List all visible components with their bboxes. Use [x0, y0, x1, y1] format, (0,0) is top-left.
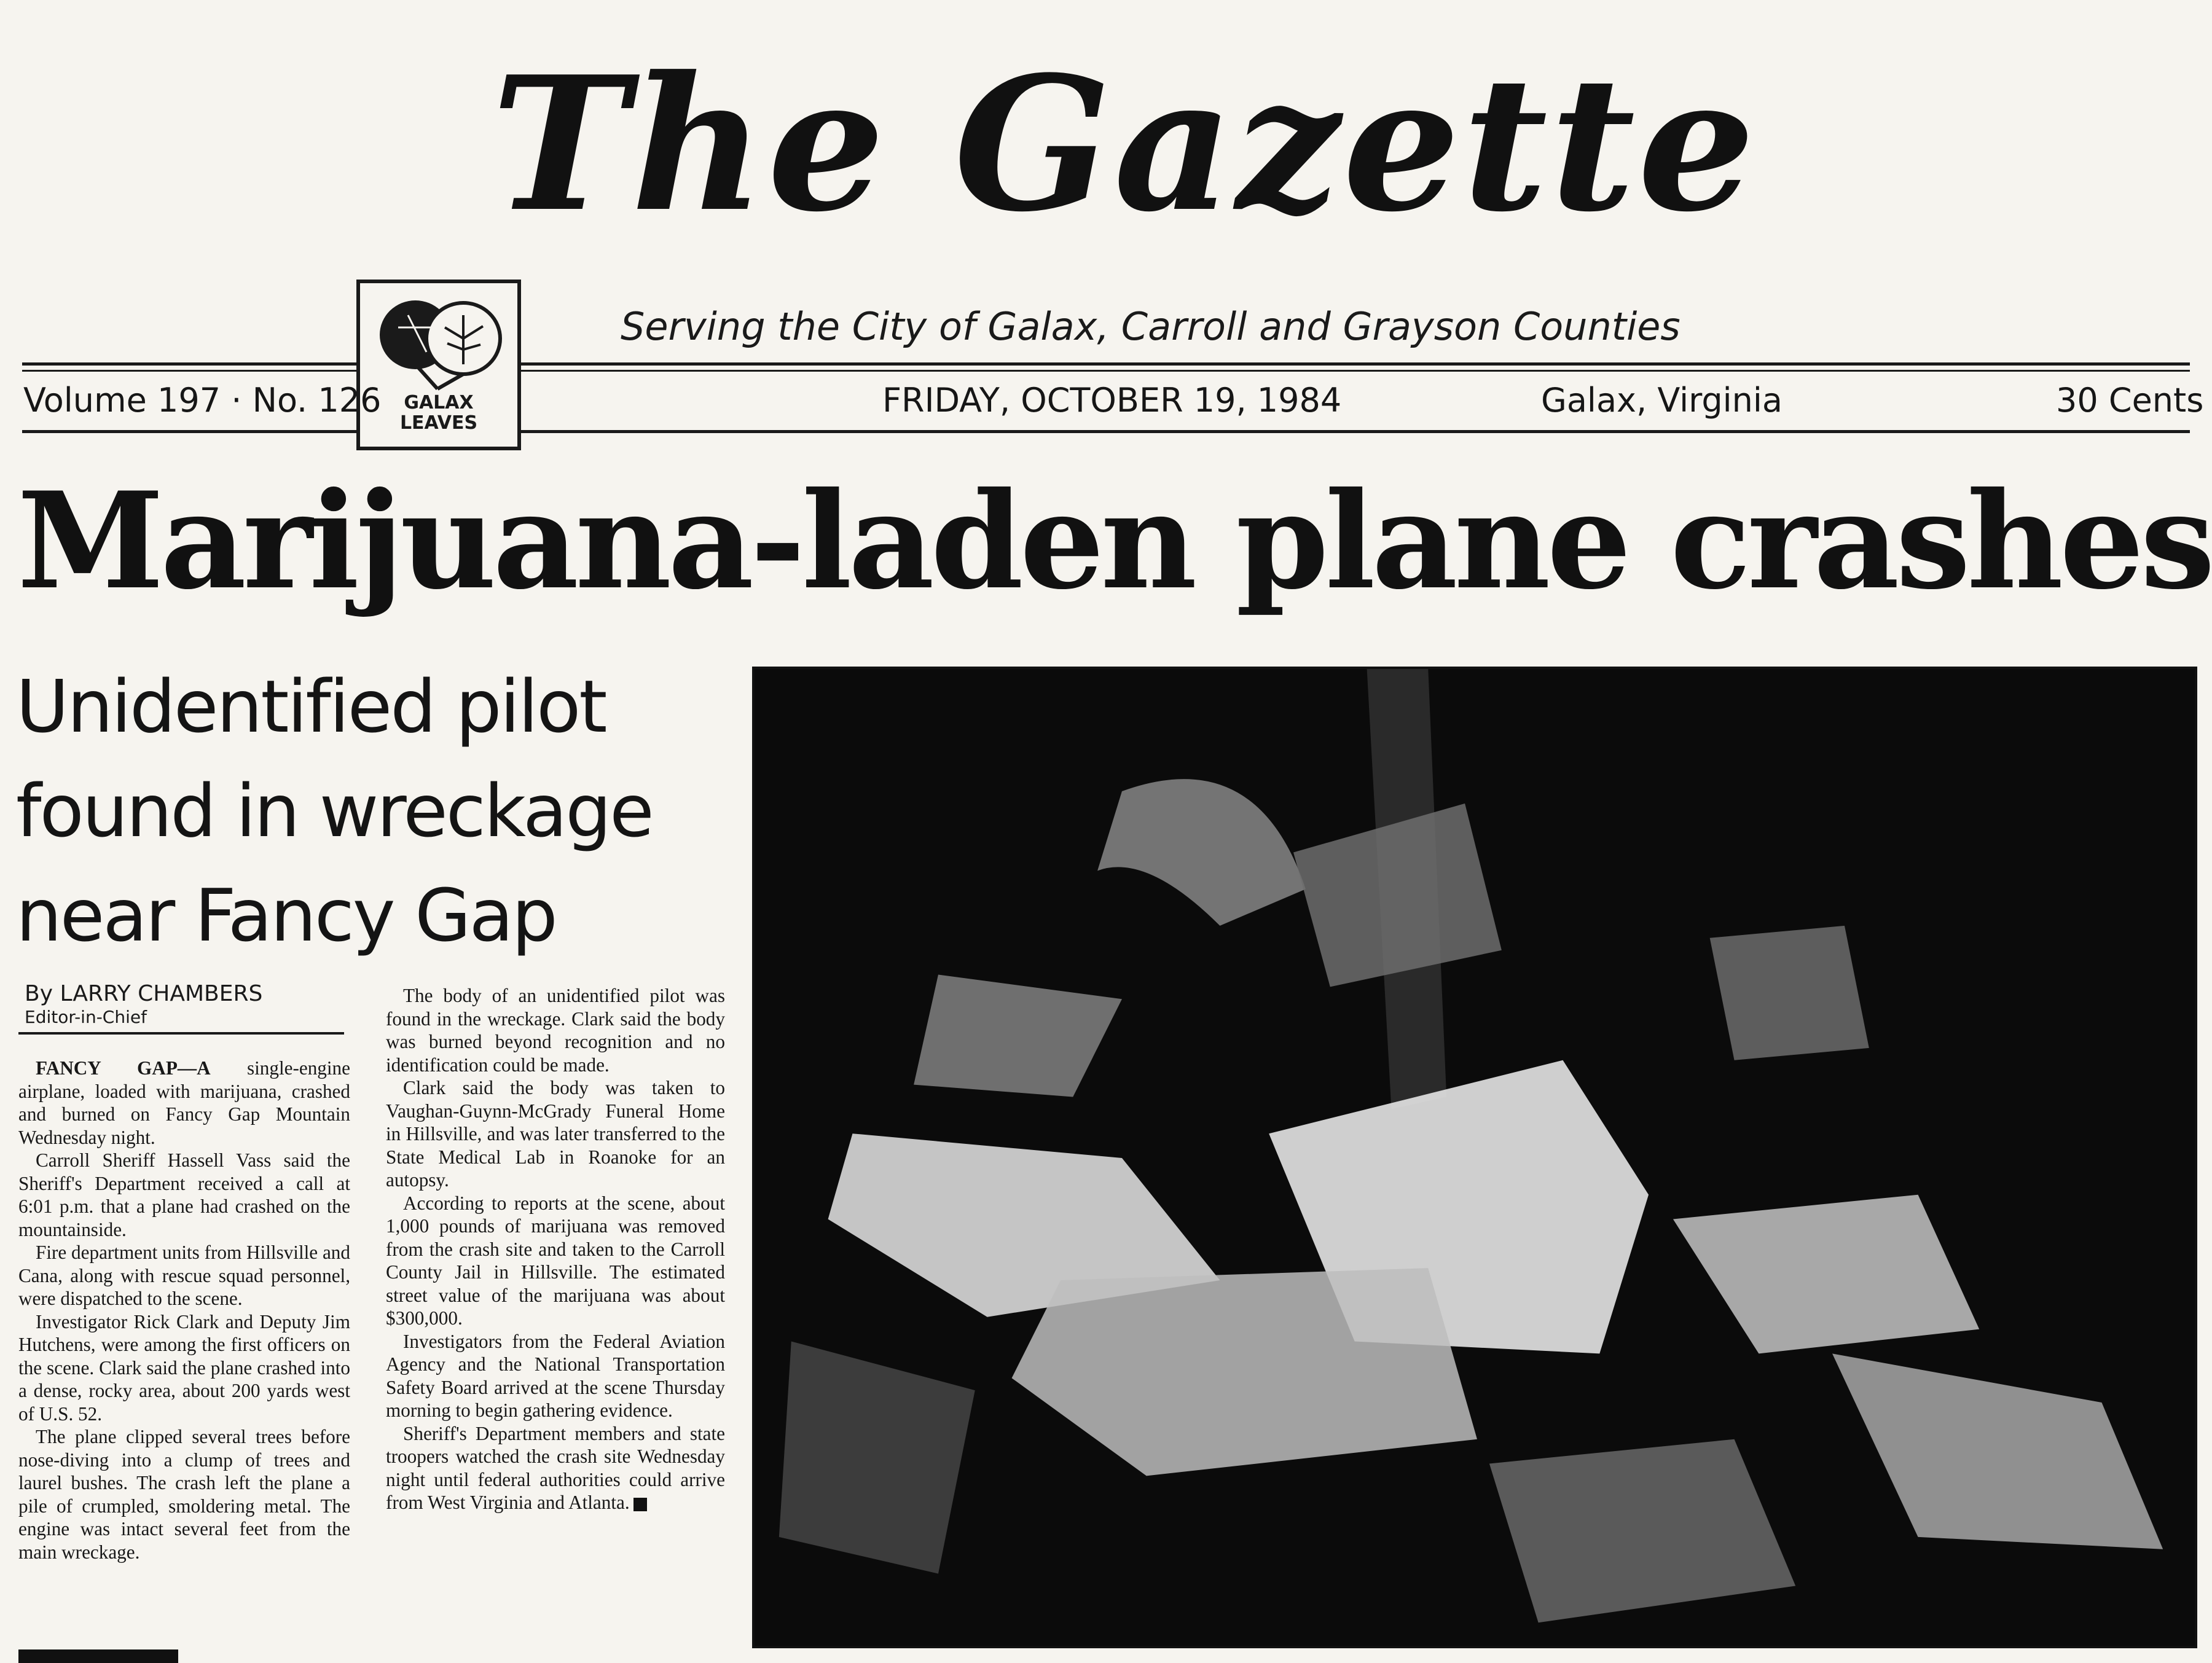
- svg-text:The Gazette: The Gazette: [491, 36, 1758, 252]
- article-paragraph: [18, 1057, 350, 1149]
- issue-location: Galax, Virginia: [1541, 381, 1783, 420]
- dateline-rule-top-2: [22, 370, 2190, 372]
- dateline-rule-bottom: [22, 430, 2190, 433]
- main-headline: Marijuana-laden plane crashes: [17, 463, 2212, 619]
- byline-rule: [18, 1032, 344, 1035]
- article-paragraph: The body of an unidentified pilot was found in the wreckage. Clark said the body was burned beyond recognition and no identification could be made.: [386, 985, 725, 1076]
- dateline-rule-top-1: [22, 362, 2190, 366]
- byline-title: Editor-in-Chief: [25, 1007, 147, 1027]
- article-paragraph: The plane clipped several trees before nose-diving into a clump of trees and laurel bushes. The crash left the plane a pile of crumpled, smoldering metal. The engine was intact several feet from the main wreckage.: [18, 1426, 350, 1563]
- article-paragraph: According to reports at the scene, about 1,000 pounds of marijuana was removed from the crash site and taken to the Carroll County Jail in Hillsville. The estimated street value of the marijuana was about $300,000.: [386, 1192, 725, 1329]
- article-paragraph: Investigator Rick Clark and Deputy Jim Hutchens, were among the first officers on the scene. Clark said the plane crashed into a dense, rocky area, about 200 yards west of U.S. 52.: [18, 1310, 350, 1425]
- logo-text-galax: GALAX: [404, 392, 474, 413]
- next-headline-fragment: [18, 1649, 178, 1663]
- byline: [25, 981, 344, 1028]
- article-column-2: [386, 984, 725, 1514]
- byline-name: By LARRY CHAMBERS: [25, 981, 263, 1006]
- article-paragraph: Investigators from the Federal Aviation Agency and the National Transportation Safety Board arrived at the scene Thursday morning to begin gathering evidence.: [386, 1330, 725, 1421]
- article-column-1: [18, 1057, 350, 1563]
- paragraph-text: single-engine airplane, loaded with marijuana, crashed and burned on Fancy Gap Mountain Wednesday night.: [18, 1057, 350, 1148]
- issue-price: 30 Cents: [2056, 381, 2204, 420]
- subhead-line-2: found in wreckage: [16, 769, 653, 853]
- paragraph-text: Sheriff's Department members and state troopers watched the crash site Wednesday night until federal authorities could arrive from West Virginia and Atlanta.: [386, 1422, 725, 1513]
- masthead-tagline: Serving the City of Galax, Carroll and Grayson Counties: [621, 304, 1681, 349]
- subheadline: [16, 654, 729, 968]
- article-paragraph: Fire department units from Hillsville and Cana, along with rescue squad personnel, were dispatched to the scene.: [18, 1242, 350, 1309]
- lede-dateline: FANCY GAP—A: [36, 1057, 211, 1079]
- logo-text-leaves: LEAVES: [399, 412, 478, 434]
- article-paragraph: Clark said the body was taken to Vaughan-Guynn-McGrady Funeral Home in Hillsville, and was later transferred to the State Medical Lab in Roanoke for an autopsy.: [386, 1077, 725, 1191]
- volume-number: Volume 197 · No. 126: [23, 381, 382, 420]
- masthead-logo: [491, 25, 1758, 283]
- crash-photo: [752, 667, 2197, 1648]
- subhead-line-3: near Fancy Gap: [16, 873, 556, 958]
- subhead-line-1: Unidentified pilot: [16, 664, 606, 749]
- leaves-icon: [371, 291, 508, 395]
- issue-date: FRIDAY, OCTOBER 19, 1984: [882, 381, 1342, 420]
- galax-leaves-logo: [356, 280, 521, 450]
- article-paragraph: [386, 1422, 725, 1514]
- end-of-story-mark: [633, 1498, 647, 1511]
- article-paragraph: Carroll Sheriff Hassell Vass said the Sheriff's Department received a call at 6:01 p.m. that a plane had crashed on the mountainside.: [18, 1149, 350, 1240]
